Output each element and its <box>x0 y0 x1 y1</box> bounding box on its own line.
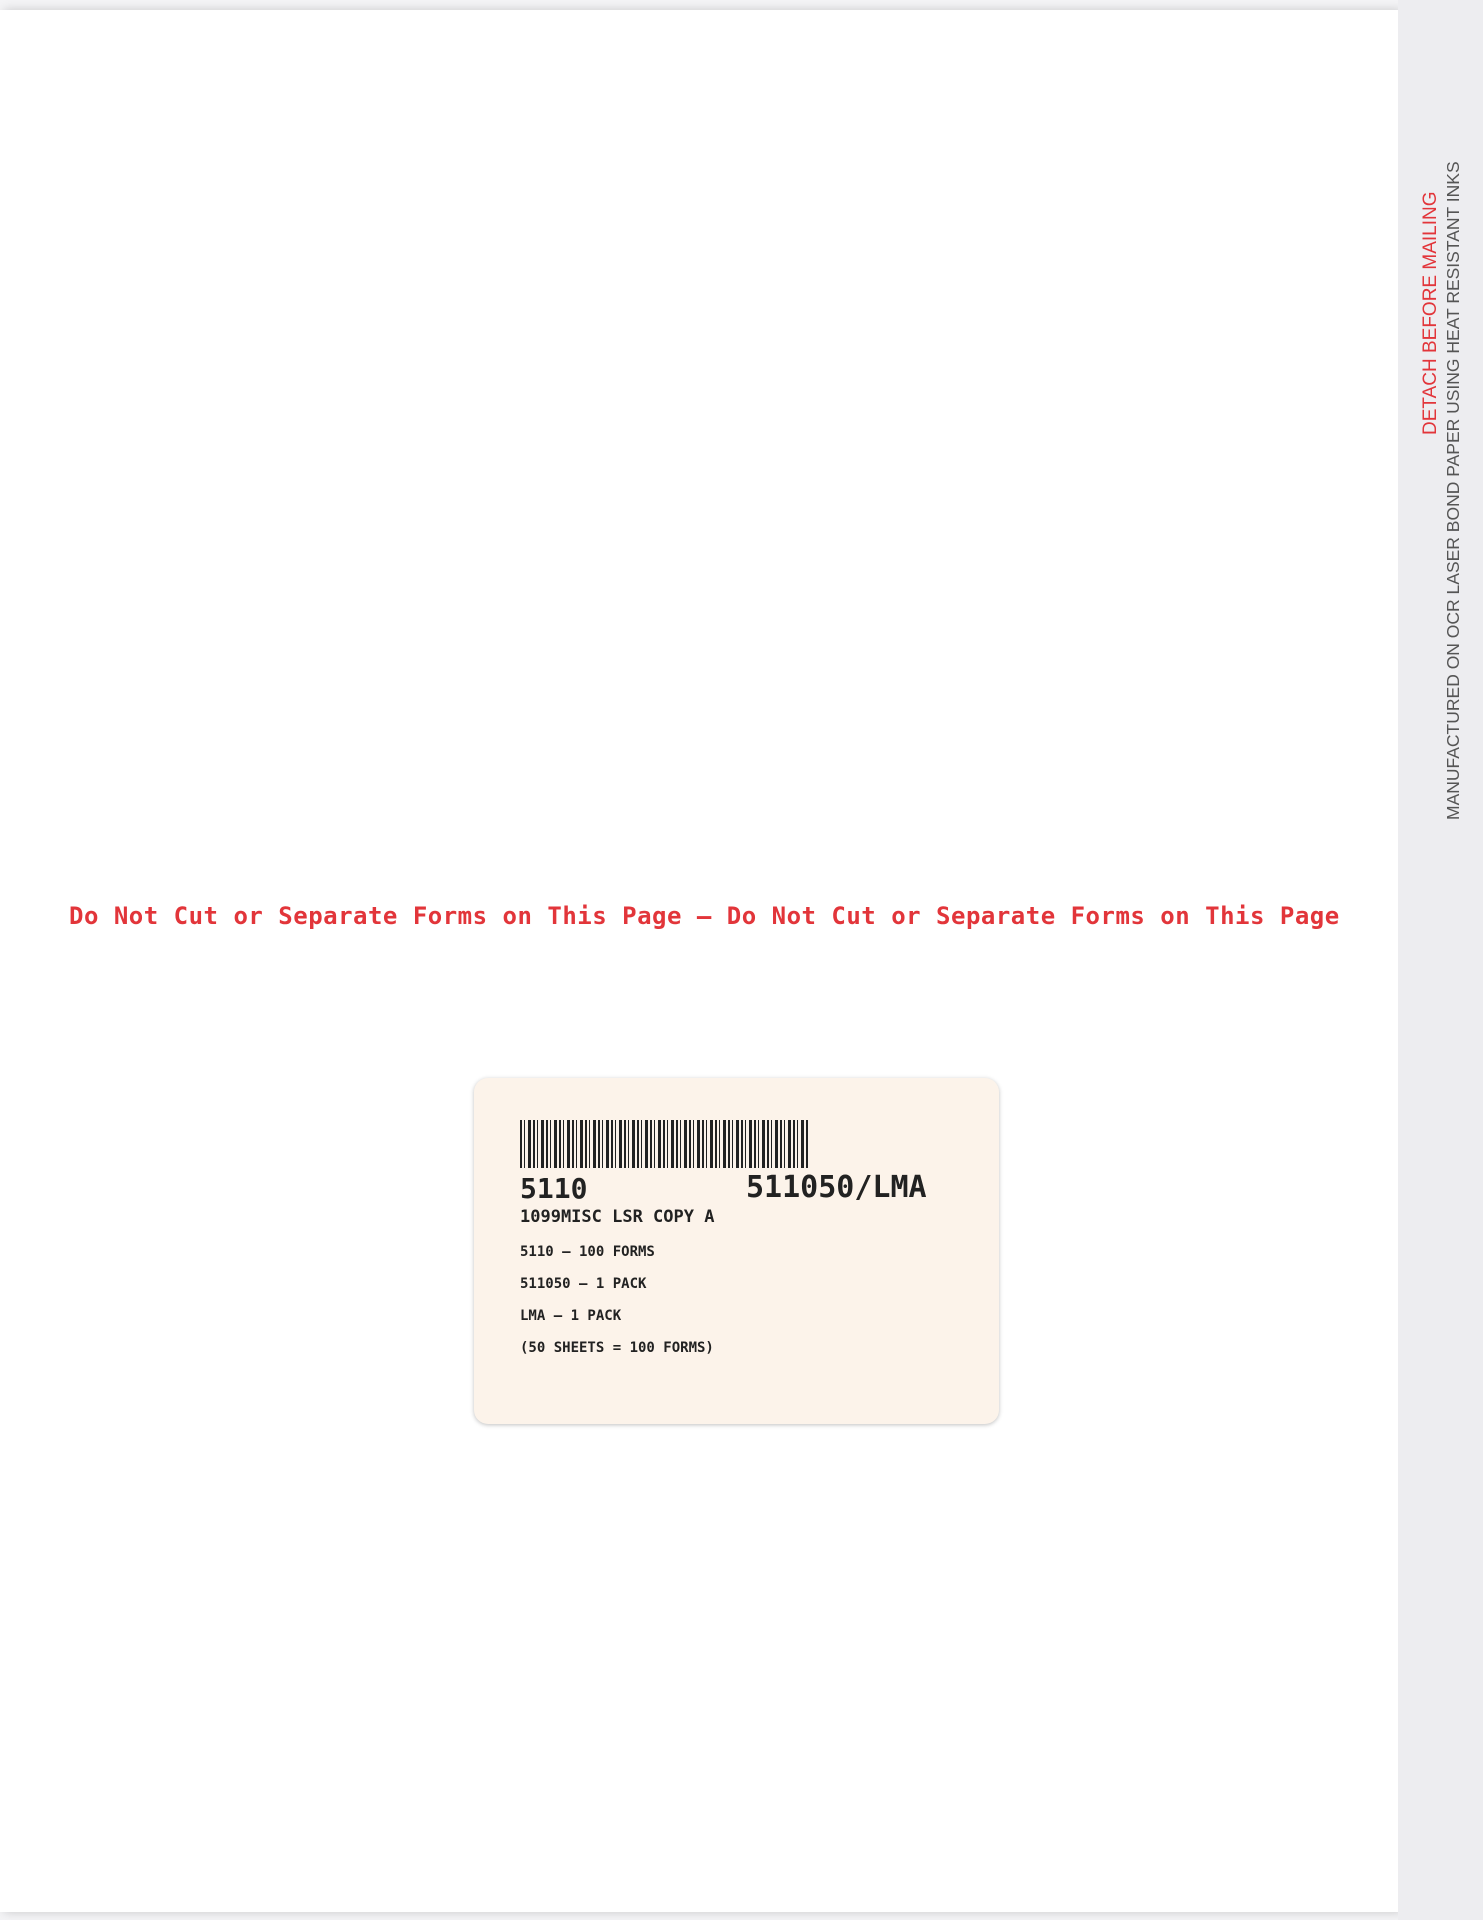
package-label <box>474 1078 999 1424</box>
manufactured-text: MANUFACTURED ON OCR LASER BOND PAPER USING HEAT RESISTANT INKS <box>1443 161 1463 820</box>
label-line1: 1099MISC LSR COPY A <box>520 1207 715 1227</box>
label-code-right: 511050/LMA <box>746 1170 927 1205</box>
side-print <box>1420 80 1463 820</box>
label-line3: 511050 – 1 PACK <box>520 1276 647 1292</box>
detach-text: DETACH BEFORE MAILING <box>1420 191 1441 435</box>
label-line4: LMA – 1 PACK <box>520 1308 622 1324</box>
form-copy-top <box>0 12 1398 892</box>
label-line2: 5110 – 100 FORMS <box>520 1244 655 1260</box>
barcode <box>520 1120 810 1168</box>
do-not-cut-banner: Do Not Cut or Separate Forms on This Page — Do Not Cut or Separate Forms on This Page <box>69 902 1340 930</box>
label-code-left: 5110 <box>520 1172 588 1205</box>
label-line5: (50 SHEETS = 100 FORMS) <box>520 1340 714 1356</box>
